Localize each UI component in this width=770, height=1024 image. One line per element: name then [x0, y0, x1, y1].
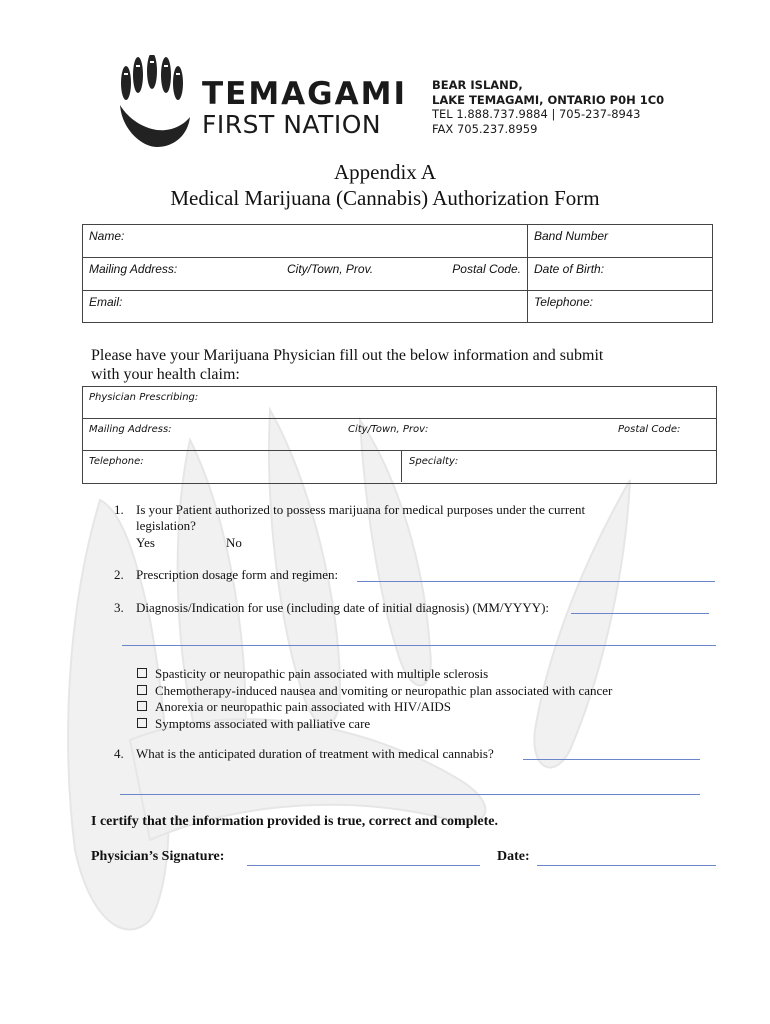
- physician-city-label: City/Town, Prov:: [348, 424, 429, 435]
- name-field[interactable]: [83, 225, 528, 258]
- physician-specialty-label: Specialty:: [409, 456, 459, 467]
- telephone-label: Telephone:: [534, 295, 593, 309]
- date-label: Date:: [497, 849, 530, 864]
- physician-telephone-label: Telephone:: [89, 456, 144, 467]
- q3-text: Diagnosis/Indication for use (including date of initial diagnosis) (MM/YYYY):: [136, 600, 550, 615]
- q3-answer-line[interactable]: [571, 613, 709, 614]
- date-line[interactable]: [537, 865, 716, 866]
- dob-field[interactable]: [528, 258, 713, 291]
- physician-address-label: Mailing Address:: [89, 424, 172, 435]
- option-cancer[interactable]: [137, 683, 612, 700]
- q4-answer-line-2[interactable]: [120, 794, 700, 795]
- physician-prescribing-row[interactable]: [83, 387, 716, 419]
- q2-answer-line[interactable]: [357, 581, 715, 582]
- checkbox-icon[interactable]: [137, 668, 147, 678]
- city-label: City/Town, Prov.: [287, 262, 374, 276]
- email-label: Email:: [89, 295, 123, 309]
- instruction-line2: with your health claim:: [91, 366, 240, 383]
- no-option[interactable]: No: [226, 535, 242, 550]
- yes-option[interactable]: Yes: [136, 535, 155, 550]
- checkbox-icon[interactable]: [137, 718, 147, 728]
- option-cancer-label: Chemotherapy-induced nausea and vomiting or neuropathic plan associated with cancer: [155, 682, 613, 698]
- q1-text: [136, 502, 585, 534]
- telephone-field[interactable]: [528, 291, 713, 323]
- mailing-address-field[interactable]: [83, 258, 282, 291]
- email-field[interactable]: [83, 291, 528, 323]
- q4-number: 4.: [114, 746, 124, 761]
- band-number-label: Band Number: [534, 229, 609, 243]
- address-line-2: LAKE TEMAGAMI, ONTARIO P0H 1C0: [432, 92, 665, 107]
- feather-logo: [112, 55, 194, 150]
- form-title-line1: Appendix A: [333, 160, 437, 184]
- physician-address-row[interactable]: [83, 419, 716, 451]
- q2-text: Prescription dosage form and regimen:: [136, 567, 339, 582]
- physician-row-divider: [401, 451, 402, 482]
- city-field[interactable]: [281, 258, 443, 291]
- option-ms-label: Spasticity or neuropathic pain associated with multiple sclerosis: [155, 666, 489, 681]
- org-address: [432, 78, 664, 136]
- diagnosis-options: [137, 666, 612, 732]
- option-hiv-label: Anorexia or neuropathic pain associated with HIV/AIDS: [155, 699, 452, 714]
- certify-statement: I certify that the information provided is true, correct and complete.: [91, 814, 498, 829]
- org-name-line2: FIRST NATION: [202, 110, 382, 139]
- form-title-line2: Medical Marijuana (Cannabis) Authorization Form: [170, 186, 600, 210]
- dob-label: Date of Birth:: [534, 262, 605, 276]
- q3-number: 3.: [114, 600, 124, 615]
- q4-text: What is the anticipated duration of treatment with medical cannabis?: [136, 746, 494, 761]
- address-fax: FAX 705.237.8959: [432, 121, 538, 136]
- checkbox-icon[interactable]: [137, 685, 147, 695]
- address-line-1: BEAR ISLAND,: [432, 78, 523, 92]
- postal-code-label: Postal Code.: [452, 262, 521, 276]
- postal-code-field[interactable]: [443, 258, 528, 291]
- mailing-address-label: Mailing Address:: [89, 262, 178, 276]
- option-ms[interactable]: [137, 666, 612, 683]
- instruction-line1: Please have your Marijuana Physician fill out the below information and submit: [91, 347, 604, 364]
- q4-answer-line[interactable]: [523, 759, 700, 760]
- band-number-field[interactable]: [528, 225, 713, 258]
- q1-number: 1.: [114, 502, 124, 517]
- address-phone: TEL 1.888.737.9884 | 705-237-8943: [432, 107, 641, 121]
- checkbox-icon[interactable]: [137, 701, 147, 711]
- option-hiv[interactable]: [137, 699, 612, 716]
- org-name-line1: TEMAGAMI: [202, 76, 407, 112]
- name-label: Name:: [89, 229, 125, 243]
- signature-line[interactable]: [247, 865, 480, 866]
- q3-answer-line-2[interactable]: [122, 645, 716, 646]
- q1-line1: Is your Patient authorized to possess marijuana for medical purposes under the current: [136, 502, 586, 517]
- option-palliative-label: Symptoms associated with palliative care: [155, 715, 371, 731]
- option-palliative[interactable]: [137, 716, 612, 733]
- physician-info-table: [82, 386, 717, 484]
- physician-contact-row[interactable]: [83, 451, 716, 482]
- physician-postal-label: Postal Code:: [618, 424, 681, 435]
- q2-number: 2.: [114, 567, 124, 582]
- physician-prescribing-label: Physician Prescribing:: [89, 392, 199, 403]
- q1-line2: legislation?: [136, 518, 196, 533]
- signature-label: Physician’s Signature:: [91, 849, 225, 864]
- instruction-text: [91, 346, 603, 384]
- patient-info-table: [82, 224, 713, 323]
